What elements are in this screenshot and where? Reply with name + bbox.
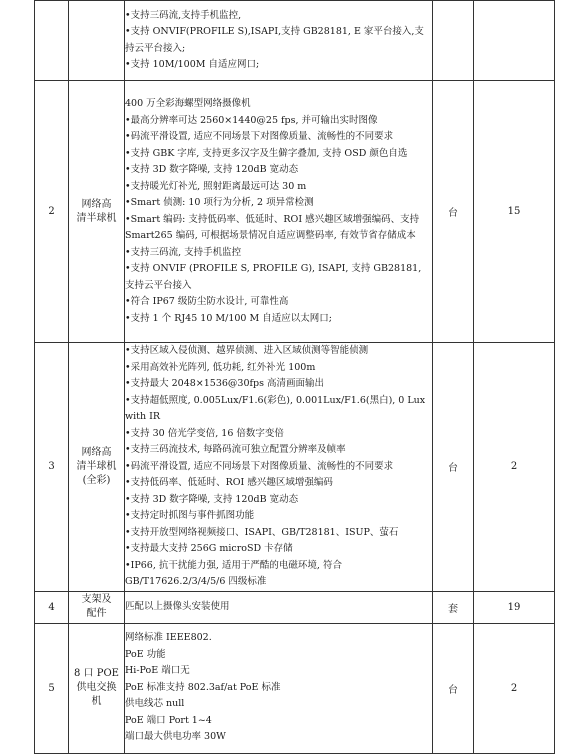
item-name-line: 网络高 (81, 446, 112, 458)
spec-line: •支持超低照度, 0.005Lux/F1.6(彩色), 0.001Lux/F1.6(黑白), 0 Lux with IR (125, 394, 426, 422)
spec-line: Hi-PoE 端口无 (125, 665, 190, 677)
spec-line: •支持 ONVIF (PROFILE S, PROFILE G), ISAPI, 支持 GB28181, 支持云平台接入 (125, 263, 422, 291)
row-number-cell: 3 (35, 343, 69, 592)
spec-line: •支持最大支持 256G microSD 卡存储 (125, 543, 293, 554)
item-name-line: 配件 (86, 608, 107, 619)
unit-cell: 台 (433, 343, 474, 592)
row-number-cell: 2 (35, 81, 69, 343)
spec-line: •支持三码流技术, 每路码流可独立配置分辨率及帧率 (125, 444, 346, 455)
item-name-line: 支架及 (81, 594, 112, 605)
spec-cell (125, 81, 433, 343)
spec-line: •Smart 编码: 支持低码率、低延时、ROI 感兴趣区域增强编码、支持 Smart265 编码, 可根据场景情况自适应调整码率, 有效节省存储成本 (125, 213, 420, 241)
table-row (35, 81, 555, 343)
item-name-cell (69, 343, 125, 592)
spec-line: 网络标准 IEEE802. (125, 632, 212, 644)
spec-line: •支持暖光灯补光, 照射距离最远可达 30 m (125, 180, 307, 192)
unit-cell: 台 (433, 623, 474, 753)
spec-line: •Smart 侦测: 10 项行为分析, 2 项异常检测 (125, 197, 314, 208)
row-number-cell: 4 (35, 591, 69, 623)
spec-line: •支持 30 倍光学变倍, 16 倍数字变倍 (125, 427, 284, 439)
item-name-line: 机 (91, 696, 102, 707)
spec-line: •码流平滑设置, 适应不同场景下对图像质量、流畅性的不同要求 (125, 460, 394, 472)
spec-cell (125, 343, 433, 592)
spec-line: •支持 1 个 RJ45 10 M/100 M 自适应以太网口; (125, 312, 332, 324)
item-name-cell (69, 1, 125, 81)
spec-line: •支持 ONVIF(PROFILE S),ISAPI,支持 GB28181, E 家平台接入,支持云平台接入; (125, 26, 424, 54)
spec-line: •支持区域入侵侦测、越界侦测、进入区域侦测等智能侦测 (125, 345, 369, 356)
spec-line: PoE 标准支持 802.3af/at PoE 标准 (125, 681, 281, 693)
item-name-line: (全彩) (82, 474, 111, 486)
spec-line: 端口最大供电功率 30W (125, 731, 226, 743)
item-name-line: 清半球机 (76, 460, 117, 472)
spec-line: •IP66, 抗干扰能力强, 适用于严酷的电磁环境, 符合 GB/T17626.2/3/4/5/6 四级标准 (125, 559, 342, 587)
spec-line: •支持开放型网络视频接口、ISAPI、GB/T28181、ISUP、萤石 (125, 526, 399, 538)
table-row (35, 591, 555, 623)
quantity-cell (474, 1, 555, 81)
quantity-cell: 2 (474, 623, 555, 753)
quantity-cell: 19 (474, 591, 555, 623)
table-row (35, 343, 555, 592)
unit-cell: 台 (433, 81, 474, 343)
unit-cell: 套 (433, 591, 474, 623)
spec-line: •支持 10M/100M 自适应网口; (125, 59, 260, 70)
spec-line: •符合 IP67 级防尘防水设计, 可靠性高 (125, 296, 289, 307)
table-row (35, 623, 555, 753)
item-name-line: 网络高 (81, 198, 112, 210)
equipment-spec-table (34, 0, 555, 754)
spec-line: •支持 GBK 字库, 支持更多汉字及生僻字叠加, 支持 OSD 颜色自选 (125, 147, 408, 159)
row-number-cell (35, 1, 69, 81)
spec-line: PoE 端口 Port 1~4 (125, 714, 212, 726)
spec-line: •码流平滑设置, 适应不同场景下对图像质量、流畅性的不同要求 (125, 131, 394, 142)
item-name-line: 供电交换 (76, 682, 117, 693)
spec-line: •支持三码流, 支持手机监控 (125, 246, 242, 258)
spec-line: •支持 3D 数字降噪, 支持 120dB 宽动态 (125, 493, 299, 505)
spec-line: •最高分辨率可达 2560×1440@25 fps, 并可输出实时图像 (125, 114, 378, 126)
row-number-cell: 5 (35, 623, 69, 753)
item-name-cell (69, 591, 125, 623)
spec-cell (125, 623, 433, 753)
quantity-cell: 2 (474, 343, 555, 592)
spec-line: •支持最大 2048×1536@30fps 高清画面输出 (125, 378, 325, 389)
item-name-line: 清半球机 (76, 212, 117, 224)
spec-line: PoE 功能 (125, 648, 166, 660)
spec-line: •支持低码率、低延时、ROI 感兴趣区域增强编码 (125, 477, 333, 488)
spec-line: 匹配以上摄像头安装使用 (125, 600, 230, 612)
table-row (35, 1, 555, 81)
spec-line: 供电线芯 null (125, 698, 185, 710)
item-name-cell (69, 81, 125, 343)
unit-cell (433, 1, 474, 81)
spec-cell (125, 1, 433, 81)
spec-line: •采用高效补光阵列, 低功耗, 红外补光 100m (125, 361, 316, 373)
item-name-cell (69, 623, 125, 753)
spec-line: •支持 3D 数字降噪, 支持 120dB 宽动态 (125, 164, 299, 175)
spec-line: •支持三码流,支持手机监控, (125, 9, 242, 21)
spec-line: 400 万全彩海螺型网络摄像机 (125, 98, 251, 109)
quantity-cell: 15 (474, 81, 555, 343)
spec-cell (125, 591, 433, 623)
spec-line: •支持定时抓图与事件抓图功能 (125, 510, 255, 521)
item-name-line: 8 口 POE (74, 668, 119, 679)
